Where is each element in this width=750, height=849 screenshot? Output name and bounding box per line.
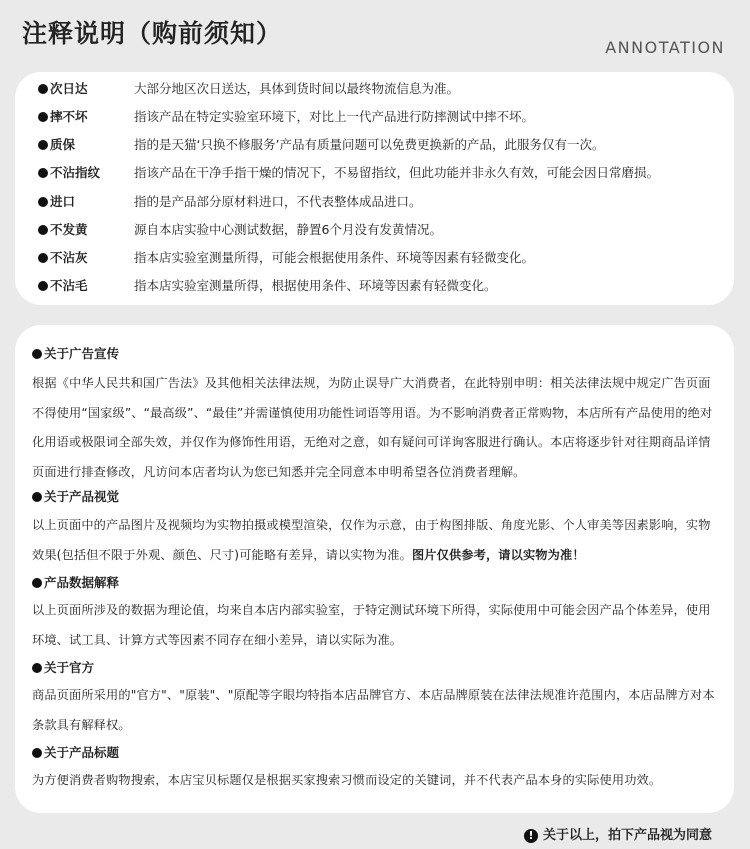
footer-text: 关于以上，拍下产品视为同意 [542, 828, 712, 843]
section-heading: 关于产品标题 [32, 743, 119, 763]
term-desc: 大部分地区次日送达，具体到货时间以最终物流信息为准。 [134, 81, 460, 96]
bullet-icon [38, 253, 48, 263]
term-desc: 指本店实验室测量所得，可能会根据使用条件、环境等因素有轻微变化。 [134, 250, 535, 265]
bullet-icon [38, 281, 48, 291]
bullet-icon [32, 349, 42, 359]
term-label: 摔不坏 [50, 109, 88, 124]
term-label: 不沾毛 [50, 278, 88, 293]
term-label: 不沾指纹 [50, 165, 101, 180]
footer-notice [524, 824, 712, 843]
bullet-icon [32, 748, 42, 758]
term-desc: 指该产品在特定实验室环境下，对比上一代产品进行防摔测试中摔不坏。 [134, 109, 535, 124]
bullet-icon [38, 84, 48, 94]
section-text: 以上页面所涉及的数据为理论值，均来自本店内部实验室，于特定测试环境下所得，实际使用中可能会因产品个体差异，使用环境、试工具、计算方式等因素不同存在细小差异，请以实际为准。 [32, 603, 711, 647]
page-title: 注释说明（购前须知） [22, 19, 283, 48]
section-heading: 关于广告宣传 [32, 344, 119, 364]
term-desc: 指的是天猫‘只换不修服务’产品有质量问题可以免费更换新的产品，此服务仅有一次。 [134, 137, 605, 152]
bullet-icon [38, 225, 48, 235]
term-desc: 指的是产品部分原材料进口，不代表整体成品进口。 [134, 194, 422, 209]
bullet-icon [38, 112, 48, 122]
section-text: 为方便消费者购物搜索，本店宝贝标题仅是根据买家搜索习惯而设定的关键词，并不代表产品本身的实际使用功效。 [32, 773, 662, 787]
term-label: 次日达 [50, 81, 88, 96]
term-label: 质保 [50, 137, 76, 152]
section-heading: 关于官方 [32, 658, 94, 678]
exclamation-icon: ! [524, 829, 538, 843]
term-label: 进口 [50, 194, 76, 209]
bullet-icon [32, 492, 42, 502]
bullet-icon [32, 578, 42, 588]
notice-card [15, 325, 734, 813]
bullet-icon [38, 197, 48, 207]
section-heading: 产品数据解释 [32, 573, 119, 593]
section-text: 商品页面所采用的"官方"、"原装"、"原配等字眼均特指本店品牌官方、本店品牌原装在法律法规准许范围内，本店品牌方对本条款具有解释权。 [32, 688, 715, 732]
bullet-icon [32, 663, 42, 673]
section-text: 根据《中华人民共和国广告法》及其他相关法律法规，为防止误导广大消费者，在此特别申明：相关法律法规中规定广告页面不得使用“国家级”、“最高级”、“最佳”并需谨慎使用功能性词语等用语。为不影响消费者正常购物，本店所有产品使用的绝对化用语或极限词全部失效，并仅作为修饰性用语，无绝对之意，如有疑问可详询客服进行确认。本店将逐步针对往期商品详情页面进行排查修改，凡访问本店者均认为您已知悉并完全同意本申明希望各位消费者理解。 [32, 376, 713, 479]
term-desc: 指本店实验室测量所得，根据使用条件、环境等因素有轻微变化。 [134, 278, 497, 293]
terms-card [15, 72, 734, 305]
term-desc: 指该产品在干净手指干燥的情况下，不易留指纹，但此功能并非永久有效，可能会因日常磨损。 [134, 165, 660, 180]
page-subtitle: ANNOTATION [605, 38, 725, 57]
term-label: 不发黄 [50, 222, 88, 237]
term-desc: 源自本店实验中心测试数据，静置6个月没有发黄情况。 [134, 222, 442, 237]
section-text: 以上页面中的产品图片及视频均为实物拍摄或模型渲染，仅作为示意，由于构图排版、角度光影、个人审美等因素影响，实物效果(包括但不限于外观、颜色、尺寸)可能略有差异，请以实物为准。图片仅供参考，请以实物为准！ [32, 518, 711, 562]
term-label: 不沾灰 [50, 250, 88, 265]
emphasis-text: 图片仅供参考，请以实物为准！ [411, 547, 585, 562]
bullet-icon [38, 140, 48, 150]
bullet-icon [38, 168, 48, 178]
section-heading: 关于产品视觉 [32, 487, 119, 507]
